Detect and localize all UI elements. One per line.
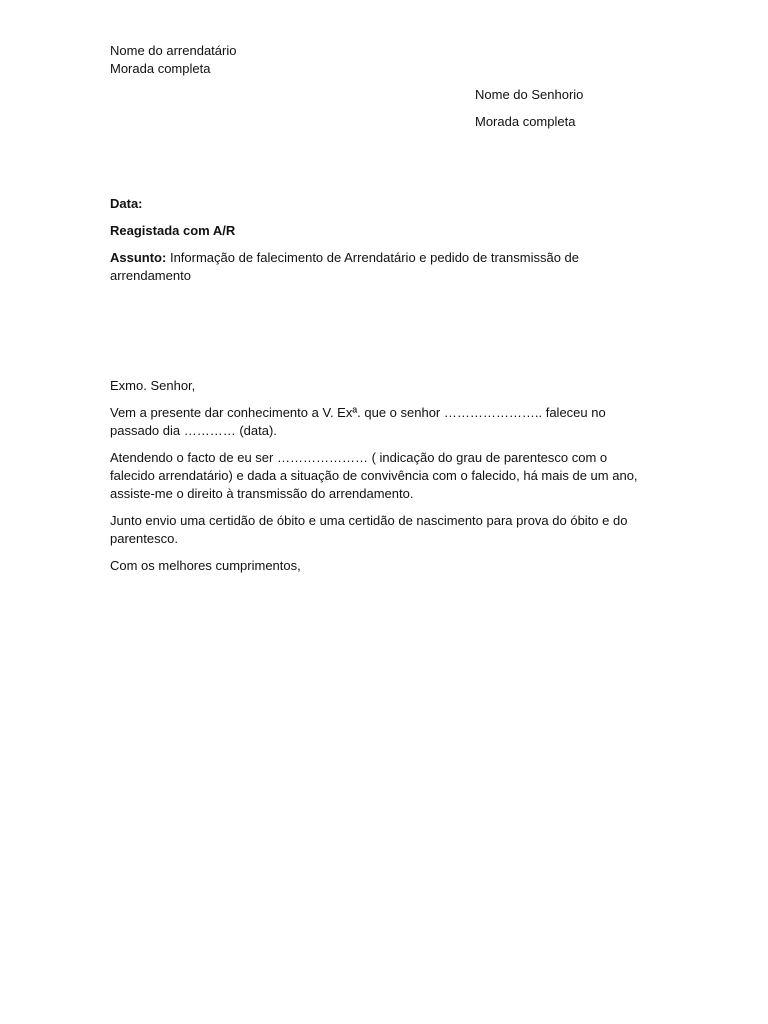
date-line (110, 195, 655, 213)
registered-label: Reagistada com A/R (110, 223, 236, 238)
recipient-address: Morada completa (475, 114, 576, 129)
closing-text: Com os melhores cumprimentos, (110, 558, 301, 573)
closing (110, 557, 655, 575)
subject-label: Assunto: (110, 250, 167, 265)
subject-line (110, 249, 585, 285)
paragraph-1-text: Vem a presente dar conhecimento a V. Exª. que o senhor ………………….. faleceu no passado dia ………… (data). (110, 405, 606, 438)
paragraph-entitlement (110, 449, 655, 503)
sender-block (110, 42, 655, 78)
sender-address: Morada completa (110, 61, 211, 76)
registered-line (110, 222, 655, 240)
paragraph-3-text: Junto envio uma certidão de óbito e uma certidão de nascimento para prova do óbito e do parentesco. (110, 513, 628, 546)
paragraph-notification (110, 404, 655, 440)
paragraph-2-text: Atendendo o facto de eu ser ………………… ( indicação do grau de parentesco com o falecido arrendatário) e dada a situação de convivência com o falecido, há mais de um ano, assiste-me o direito à transmissão do arrendamento. (110, 450, 638, 501)
sender-name: Nome do arrendatário (110, 43, 237, 58)
greeting (110, 377, 655, 395)
recipient-name: Nome do Senhorio (475, 87, 584, 102)
date-label: Data: (110, 196, 143, 211)
recipient-block (475, 86, 735, 131)
greeting-text: Exmo. Senhor, (110, 378, 196, 393)
subject-text: Informação de falecimento de Arrendatário e pedido de transmissão de arrendamento (110, 250, 579, 283)
paragraph-attachments (110, 512, 655, 548)
